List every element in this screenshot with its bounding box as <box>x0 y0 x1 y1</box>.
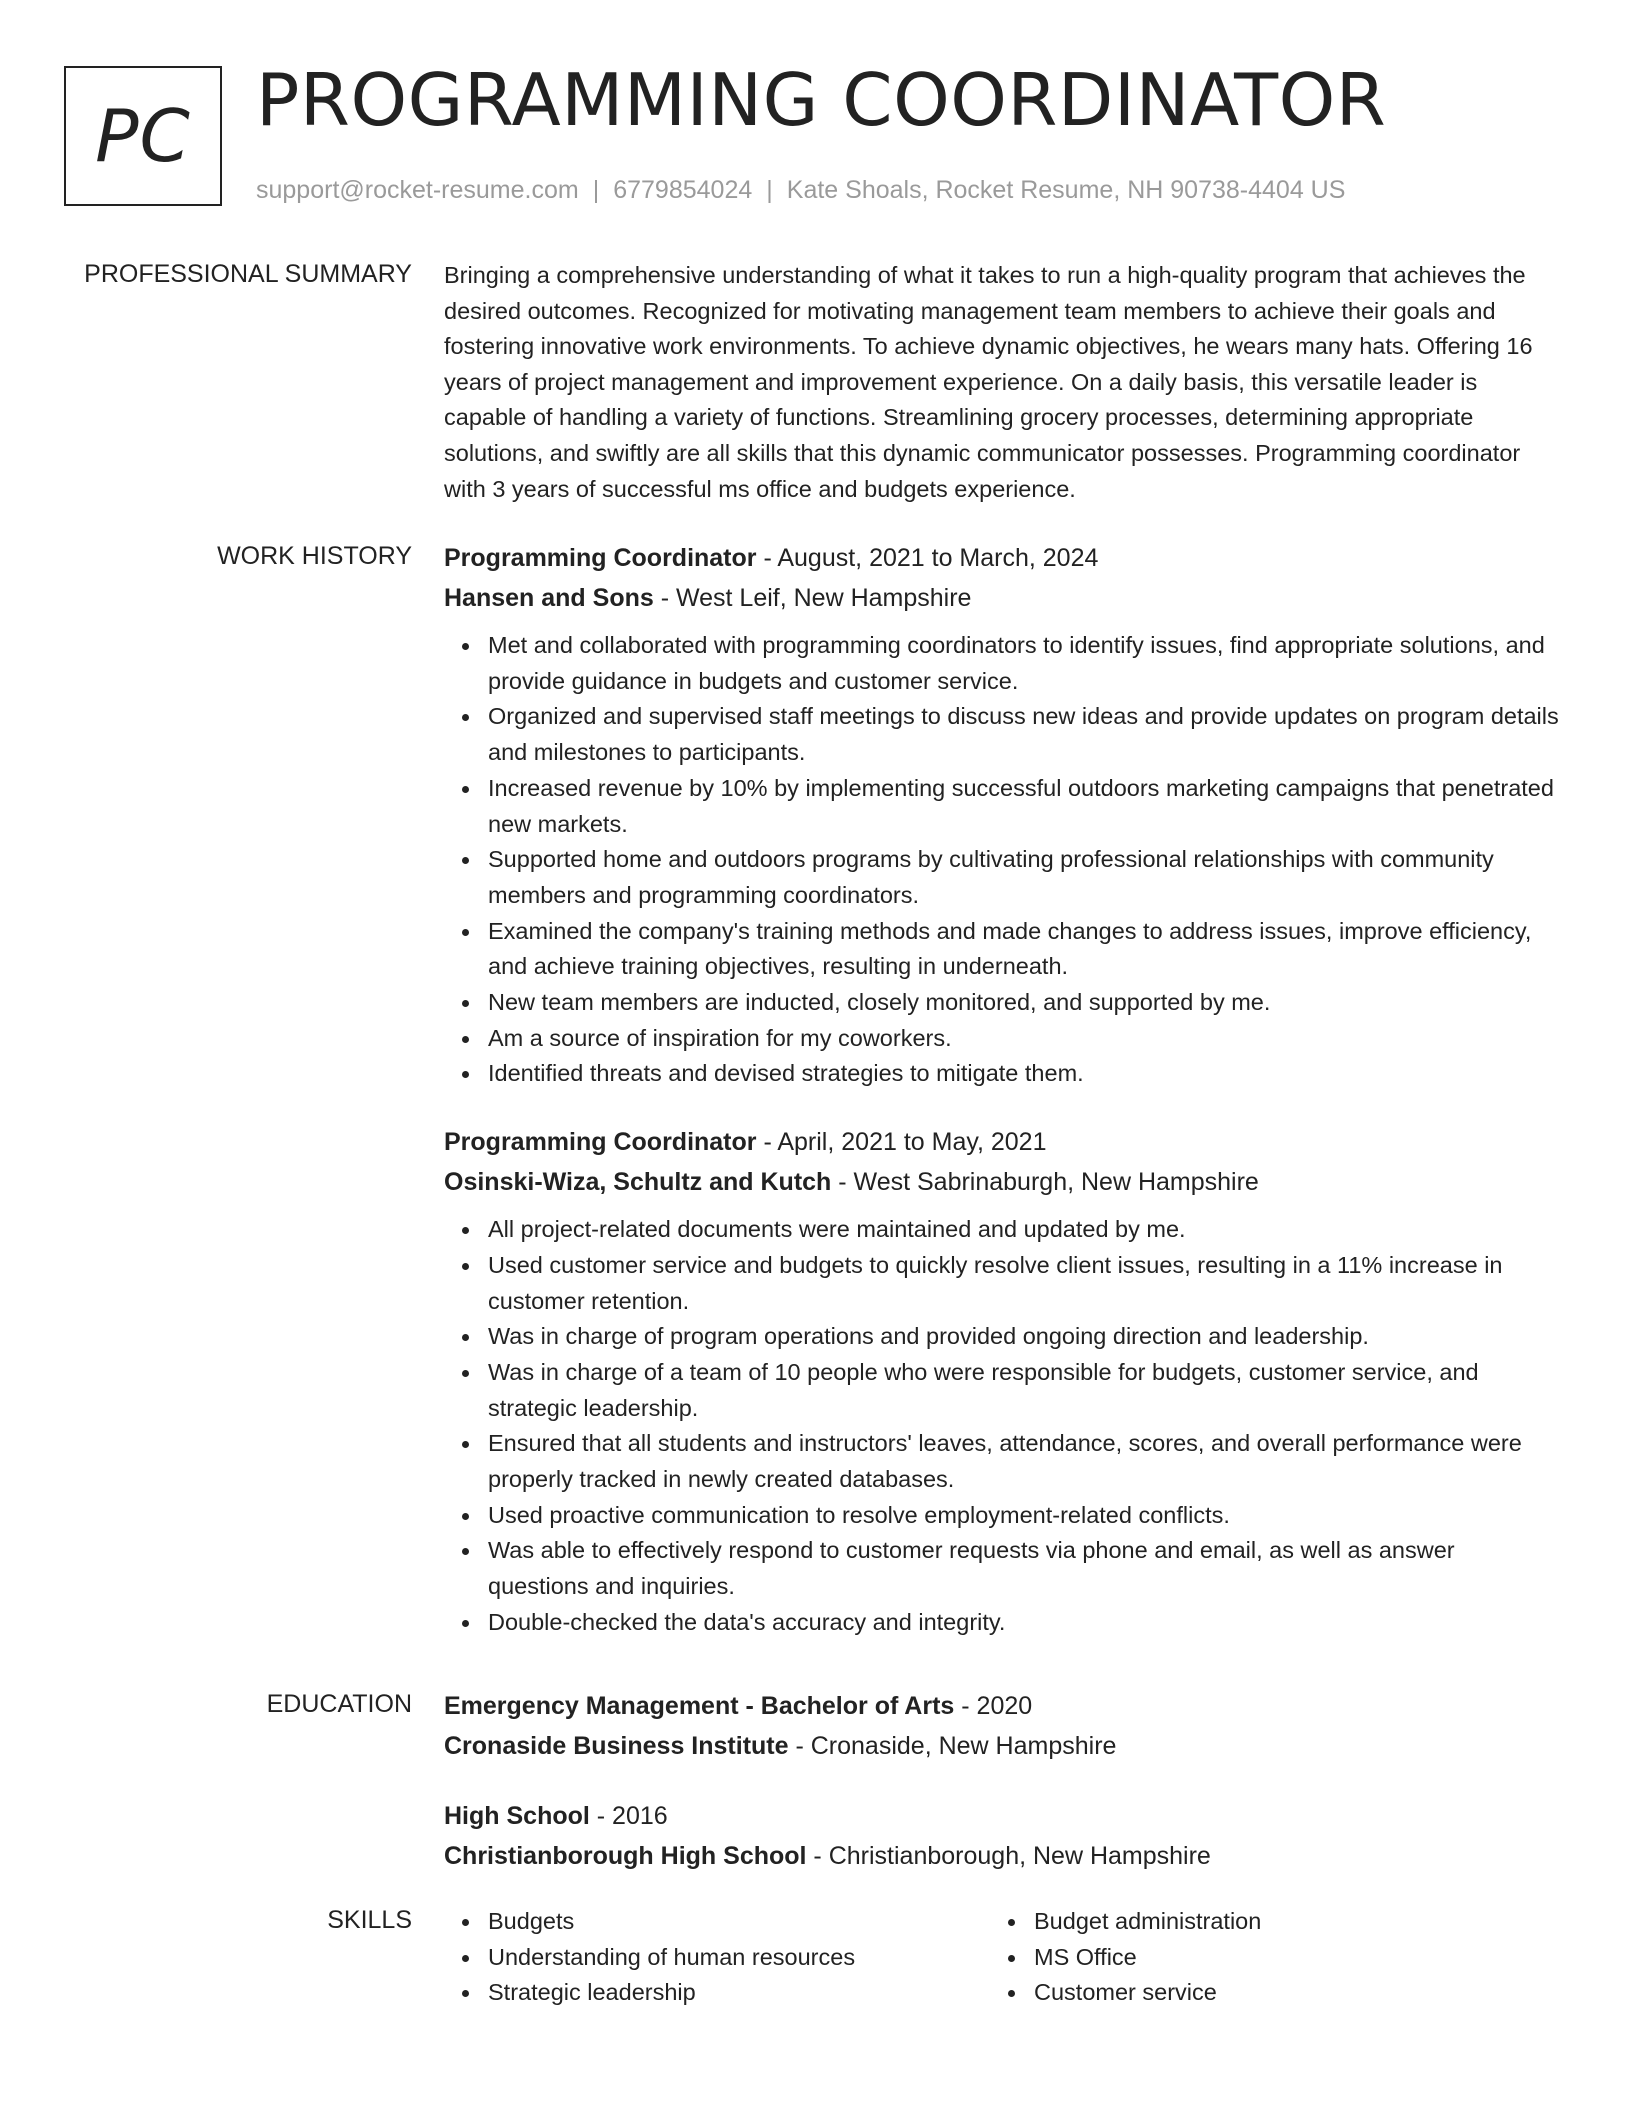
education-school: Christianborough High School <box>444 1842 807 1870</box>
job-bullet: New team members are inducted, closely monitored, and supported by me. <box>488 985 1560 1021</box>
section-label-skills: SKILLS <box>327 1906 412 1934</box>
education-degree: Emergency Management - Bachelor of Arts <box>444 1692 955 1720</box>
education-year: - 2016 <box>589 1802 668 1830</box>
job-dates: - April, 2021 to May, 2021 <box>756 1128 1047 1157</box>
job-company: Hansen and Sons <box>444 584 654 612</box>
job-bullet: Double-checked the data's accuracy and integrity. <box>488 1605 1560 1641</box>
skill-item: Customer service <box>1034 1975 1536 2011</box>
work-history-content <box>444 538 1560 1641</box>
skill-item: Budgets <box>488 1904 990 1940</box>
skills-list-left <box>444 1904 990 2011</box>
skills-column-left <box>444 1904 990 2011</box>
summary-content <box>444 258 1560 507</box>
job-title: Programming Coordinator <box>444 544 757 572</box>
contact-phone[interactable]: 6779854024 <box>613 176 753 204</box>
education-degree-line <box>444 1686 1560 1726</box>
contact-separator: | <box>766 176 773 204</box>
skills-content <box>444 1904 1560 2011</box>
job-bullets <box>444 628 1560 1092</box>
education-location: - Christianborough, New Hampshire <box>806 1842 1211 1870</box>
section-label-education: EDUCATION <box>266 1690 412 1718</box>
job-bullet: Used proactive communication to resolve employment-related conflicts. <box>488 1498 1560 1534</box>
job-title-line <box>444 1122 1560 1162</box>
education-entry <box>444 1686 1560 1766</box>
section-label-summary: PROFESSIONAL SUMMARY <box>84 260 412 288</box>
skills-list-right <box>990 1904 1536 2011</box>
skills-column-right <box>990 1904 1536 2011</box>
resume-title: PROGRAMMING COORDINATOR <box>256 58 1387 142</box>
education-location: - Cronaside, New Hampshire <box>788 1732 1117 1760</box>
job-bullet: Ensured that all students and instructors' leaves, attendance, scores, and overall performance were properly tracked in newly created databases. <box>488 1426 1560 1497</box>
job-location: - West Leif, New Hampshire <box>653 584 972 612</box>
job-bullet: Examined the company's training methods and made changes to address issues, improve efficiency, and achieve training objectives, resulting in underneath. <box>488 914 1560 985</box>
job-bullet: All project-related documents were maintained and updated by me. <box>488 1212 1560 1248</box>
skill-item: Understanding of human resources <box>488 1940 990 1976</box>
monogram-initials: PC <box>95 94 191 178</box>
job-bullets <box>444 1212 1560 1640</box>
contact-separator: | <box>592 176 600 204</box>
job-entry <box>444 1122 1560 1640</box>
job-company: Osinski-Wiza, Schultz and Kutch <box>444 1168 832 1197</box>
job-bullet: Met and collaborated with programming coordinators to identify issues, find appropriate solutions, and provide guidance in budgets and customer service. <box>488 628 1560 699</box>
job-title: Programming Coordinator <box>444 1128 757 1157</box>
job-dates: - August, 2021 to March, 2024 <box>756 544 1099 572</box>
job-company-line <box>444 578 1560 618</box>
job-title-line <box>444 538 1560 578</box>
contact-address: Kate Shoals, Rocket Resume, NH 90738-4404 US <box>786 176 1346 204</box>
job-bullet: Was in charge of program operations and provided ongoing direction and leadership. <box>488 1319 1560 1355</box>
education-year: - 2020 <box>954 1692 1033 1720</box>
education-degree-line <box>444 1796 1560 1836</box>
education-school-line <box>444 1836 1560 1876</box>
job-bullet: Am a source of inspiration for my coworkers. <box>488 1021 1560 1057</box>
job-bullet: Was in charge of a team of 10 people who were responsible for budgets, customer service, and strategic leadership. <box>488 1355 1560 1426</box>
job-bullet: Supported home and outdoors programs by cultivating professional relationships with community members and programming coordinators. <box>488 842 1560 913</box>
skill-item: Strategic leadership <box>488 1975 990 2011</box>
job-company-line <box>444 1162 1560 1202</box>
contact-email[interactable]: support@rocket-resume.com <box>256 176 579 204</box>
education-degree: High School <box>444 1802 590 1830</box>
job-bullet: Was able to effectively respond to customer requests via phone and email, as well as answer questions and inquiries. <box>488 1533 1560 1604</box>
skills-columns <box>444 1904 1560 2011</box>
monogram-box <box>64 66 222 206</box>
summary-text: Bringing a comprehensive understanding of what it takes to run a high-quality program that achieves the desired outcomes. Recognized for motivating management team members to achieve their goals and fostering innovative work environments. To achieve dynamic objectives, he wears many hats. Offering 16 years of project management and improvement experience. On a daily basis, this versatile leader is capable of handling a variety of functions. Streamlining grocery processes, determining appropriate solutions, and swiftly are all skills that this dynamic communicator possesses. Programming coordinator with 3 years of successful ms office and budgets experience. <box>444 262 1533 502</box>
skill-item: Budget administration <box>1034 1904 1536 1940</box>
job-bullet: Identified threats and devised strategies to mitigate them. <box>488 1056 1560 1092</box>
job-location: - West Sabrinaburgh, New Hampshire <box>831 1168 1259 1197</box>
education-school-line <box>444 1726 1560 1766</box>
job-bullet: Increased revenue by 10% by implementing successful outdoors marketing campaigns that penetrated new markets. <box>488 771 1560 842</box>
skill-item: MS Office <box>1034 1940 1536 1976</box>
job-entry <box>444 538 1560 1092</box>
education-entry <box>444 1796 1560 1876</box>
education-school: Cronaside Business Institute <box>444 1732 789 1760</box>
job-bullet: Organized and supervised staff meetings to discuss new ideas and provide updates on program details and milestones to participants. <box>488 699 1560 770</box>
section-label-work-history: WORK HISTORY <box>217 542 412 570</box>
education-content <box>444 1686 1560 1876</box>
job-bullet: Used customer service and budgets to quickly resolve client issues, resulting in a 11% increase in customer retention. <box>488 1248 1560 1319</box>
contact-line <box>256 174 1345 206</box>
